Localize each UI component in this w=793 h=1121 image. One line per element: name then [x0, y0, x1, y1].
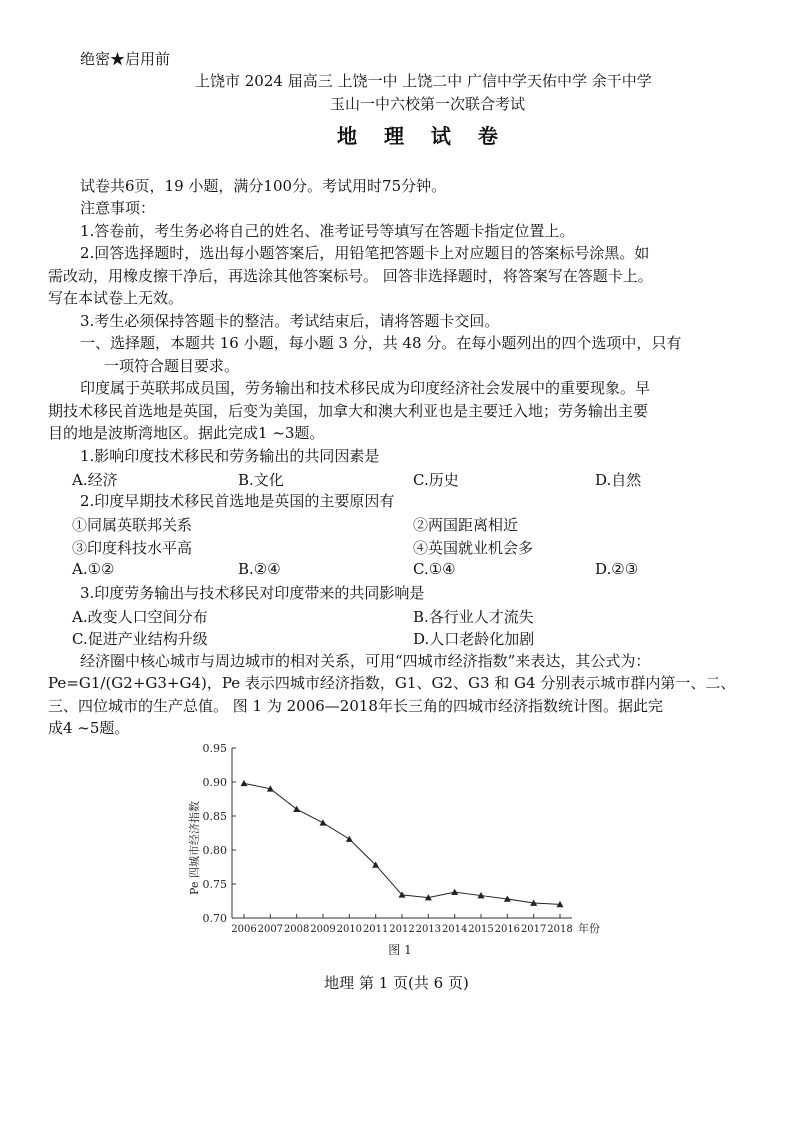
q2-option-a: A.①②: [72, 560, 115, 578]
note-3: 3.考生必须保持答题卡的整洁。考试结束后，请将答题卡交回。: [80, 312, 500, 330]
data-point-marker: [451, 889, 458, 895]
x-tick-label: 2012: [389, 924, 415, 935]
q1-option-a: A.经济: [72, 471, 118, 489]
schools-line-2: 玉山一中六校第一次联合考试: [330, 95, 526, 113]
page-footer: 地理 第 1 页(共 6 页): [324, 974, 469, 992]
note-2-a: 2.回答选择题时，选出每小题答案后，用铅笔把答题卡上对应题目的答案标号涂黑。如: [80, 244, 650, 262]
notes-heading: 注意事项：: [80, 199, 156, 217]
note-1: 1.答卷前，考生务必将自己的姓名、准考证号等填写在答题卡指定位置上。: [80, 222, 575, 240]
passage-2-line-2: Pe=G1/(G2+G3+G4)，Pe 表示四城市经济指数，G1、G2、G3 和 G4 分别表示城市群内第一、二、: [48, 674, 736, 692]
q2-statement-1: ①同属英联邦关系: [72, 516, 193, 534]
q2-statement-3: ③印度科技水平高: [72, 539, 193, 557]
q3-option-d: D.人口老龄化加剧: [413, 630, 535, 648]
note-2-b: 需改动，用橡皮擦干净后，再选涂其他答案标号。 回答非选择题时，将答案写在答题卡上。: [48, 267, 653, 285]
question-1-stem: 1.影响印度技术移民和劳务输出的共同因素是: [80, 447, 380, 465]
y-tick-label: 0.90: [202, 776, 227, 789]
exam-summary: 试卷共6页，19 小题，满分100分。考试用时75分钟。: [80, 177, 447, 195]
data-point-marker: [241, 780, 248, 786]
passage-2-line-4: 成4 ~5题。: [48, 719, 130, 737]
x-tick-label: 2009: [310, 924, 336, 935]
q2-option-c: C.①④: [413, 560, 456, 578]
x-tick-label: 2015: [468, 924, 494, 935]
x-axis-label: 年份: [578, 922, 600, 935]
q3-option-b: B.各行业人才流失: [413, 608, 534, 626]
question-3-stem: 3.印度劳务输出与技术移民对印度带来的共同影响是: [80, 584, 425, 602]
q1-option-c: C.历史: [413, 471, 459, 489]
q1-option-b: B.文化: [238, 471, 284, 489]
x-tick-label: 2007: [257, 924, 284, 935]
x-tick-label: 2010: [336, 924, 363, 935]
q2-statement-2: ②两国距离相近: [413, 516, 519, 534]
x-tick-label: 2016: [494, 924, 521, 935]
x-tick-label: 2006: [231, 924, 257, 935]
x-tick-label: 2014: [441, 924, 468, 935]
data-point-marker: [293, 806, 300, 812]
y-tick-label: 0.75: [202, 878, 227, 891]
y-tick-label: 0.85: [202, 810, 227, 823]
passage-1-line-1: 印度属于英联邦成员国，劳务输出和技术移民成为印度经济社会发展中的重要现象。早: [80, 379, 651, 397]
section-heading-a: 一、选择题，本题共 16 小题，每小题 3 分，共 48 分。在每小题列出的四个选项中，只有: [80, 334, 682, 352]
data-point-marker: [320, 819, 327, 825]
schools-line-1: 上饶市 2024 届高三 上饶一中 上饶二中 广信中学天佑中学 余干中学: [195, 72, 652, 90]
passage-2-line-3: 三、四位城市的生产总值。 图 1 为 2006—2018年长三角的四城市经济指数统计图。据此完: [48, 697, 663, 715]
y-axis-label: Pe 四城市经济指数: [188, 801, 201, 895]
x-tick-label: 2017: [520, 924, 547, 935]
data-point-marker: [346, 836, 353, 842]
chart-caption: 图 1: [388, 943, 412, 957]
x-tick-label: 2013: [415, 924, 442, 935]
x-tick-label: 2011: [362, 924, 389, 935]
passage-2-line-1: 经济圈中核心城市与周边城市的相对关系，可用“四城市经济指数”来表达，其公式为：: [80, 652, 651, 670]
q2-statement-4: ④英国就业机会多: [413, 539, 534, 557]
passage-1-line-2: 期技术移民首选地是英国，后变为美国，加拿大和澳大利亚也是主要迁入地；劳务输出主要: [48, 402, 649, 420]
series-line: [244, 783, 560, 904]
confidential-mark: 绝密★启用前: [80, 50, 171, 68]
q3-option-a: A.改变人口空间分布: [72, 608, 208, 626]
y-tick-label: 0.95: [202, 742, 227, 755]
note-2-c: 写在本试卷上无效。: [48, 289, 184, 307]
x-tick-label: 2018: [547, 924, 573, 935]
q2-option-d: D.②③: [595, 560, 639, 578]
section-heading-b: 一项符合题目要求。: [104, 357, 240, 375]
y-tick-label: 0.70: [202, 912, 227, 925]
exam-title: 地 理 试 卷: [337, 124, 508, 148]
x-tick-label: 2008: [283, 924, 310, 935]
passage-1-line-3: 目的地是波斯湾地区。据此完成1 ~3题。: [48, 424, 325, 442]
q2-option-b: B.②④: [238, 560, 281, 578]
y-tick-label: 0.80: [202, 844, 227, 857]
economic-index-chart: [180, 738, 620, 963]
question-2-stem: 2.印度早期技术移民首选地是英国的主要原因有: [80, 492, 395, 510]
q3-option-c: C.促进产业结构升级: [72, 630, 208, 648]
chart-svg: [180, 738, 620, 963]
q1-option-d: D.自然: [595, 471, 642, 489]
